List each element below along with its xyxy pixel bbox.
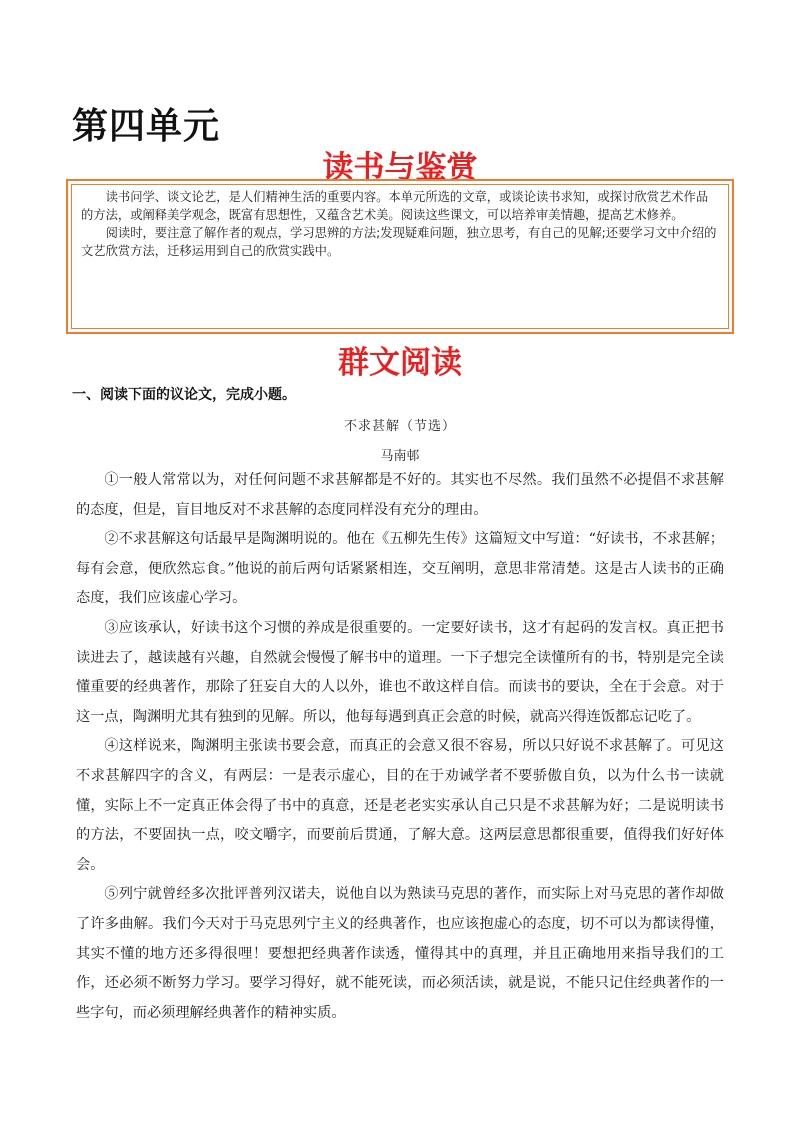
article-author: 马南邨 [380, 449, 420, 464]
unit-intro-content [71, 184, 729, 329]
intro-paragraph: 读书问学、谈文论艺，是人们精神生活的重要内容。本单元所选的文章，或谈论读书求知，或探讨欣赏艺术作品的方法，或阐释美学观念，既富有思想性，又蕴含艺术美。阅读这些课文，可以培养审美情趣，提高艺术修养。 [81, 190, 709, 222]
article-paragraph: ③应该承认，好读书这个习惯的养成是很重要的。一定要好读书，这才有起码的发言权。真正把书读进去了，越读越有兴趣，自然就会慢慢了解书中的道理。一下子想完全读懂所有的书，特别是完全读懂重要的经典著作，那除了狂妄自大的人以外，谁也不敢这样自信。而读书的要诀，全在于会意。对于这一点，陶渊明尤其有独到的见解。所以，他每每遇到真正会意的时候，就高兴得连饭都忘记吃了。 [76, 619, 724, 725]
article-paragraph: ④这样说来，陶渊明主张读书要会意，而真正的会意又很不容易，所以只好说不求甚解了。可见这不求甚解四字的含义，有两层：一是表示虚心，目的在于劝诫学者不要骄傲自负，以为什么书一读就懂，实际上不一定真正体会得了书中的真意，还是老老实实承认自己只是不求甚解为好；二是说明读书的方法，不要固执一点，咬文嚼字，而要前后贯通，了解大意。这两层意思都很重要，值得我们好好体会。 [76, 738, 724, 873]
section-title-group-reading: 群文阅读 [338, 345, 462, 381]
question-heading: 一、阅读下面的议论文，完成小题。 [72, 387, 296, 403]
article-body [76, 466, 724, 1028]
intro-paragraph: 阅读时，要注意了解作者的观点，学习思辨的方法;发现疑难问题，独立思考，有自己的见解;还要学习文中介绍的文艺欣赏方法，迁移运用到自己的欣赏实践中。 [81, 226, 717, 258]
unit-intro-box [66, 179, 734, 334]
article-paragraph: ①一般人常常以为，对任何问题不求甚解都是不好的。其实也不尽然。我们虽然不必提倡不求甚解的态度，但是，盲目地反对不求甚解的态度同样没有充分的理由。 [76, 472, 724, 518]
unit-title: 第四单元 [72, 105, 221, 147]
section-title-reading-appreciation: 读书与鉴赏 [322, 150, 478, 186]
article-title: 不求甚解（节选） [343, 419, 456, 434]
article-paragraph: ⑤列宁就曾经多次批评普列汉诺夫，说他自以为熟读马克思的著作，而实际上对马克思的著作却做了许多曲解。我们今天对于马克思列宁主义的经典著作，也应该抱虚心的态度，切不可以为都读得懂，其实不懂的地方还多得很哩！要想把经典著作读透，懂得其中的真理，并且正确地用来指导我们的工作，还必须不断努力学习。要学习得好，就不能死读，而必须活读，就是说，不能只记住经典著作的一些字句，而必须理解经典著作的精神实质。 [76, 886, 724, 1021]
article-paragraph: ②不求甚解这句话最早是陶渊明说的。他在《五柳先生传》这篇短文中写道：“好读书，不求甚解；每有会意，便欣然忘食。”他说的前后两句话紧紧相连，交互阐明，意思非常清楚。这是古人读书的正确态度，我们应该虚心学习。 [76, 531, 724, 607]
